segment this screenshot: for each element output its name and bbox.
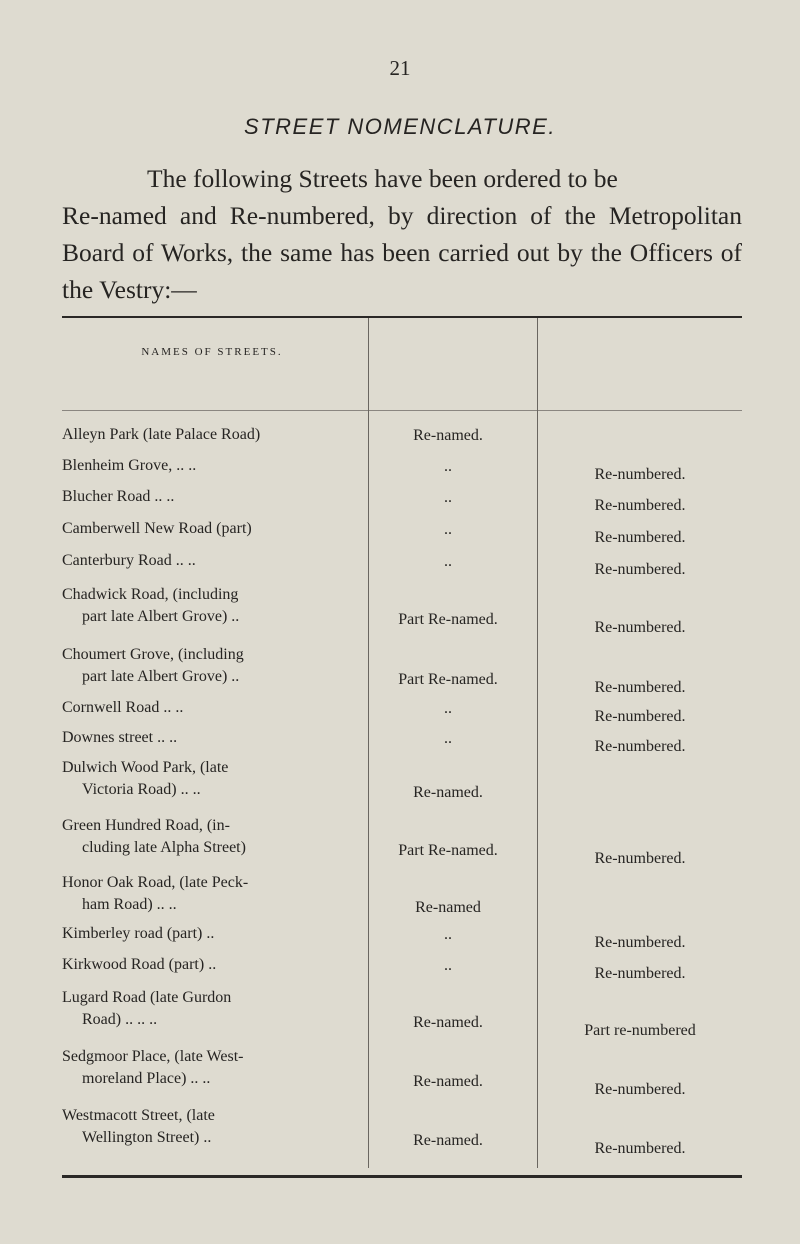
street-name-line: Victoria Road) .. .. xyxy=(82,781,201,798)
renamed-status: Re-named xyxy=(415,899,481,916)
renumbered-status: Re-numbered. xyxy=(594,1140,686,1157)
renamed-status: .. xyxy=(444,489,452,506)
street-name-line: part late Albert Grove) .. xyxy=(82,668,240,685)
renumbered-status: Re-numbered. xyxy=(594,561,686,578)
street-name xyxy=(62,1046,352,1090)
street-name-line: Alleyn Park (late Palace Road) xyxy=(62,426,261,443)
renamed-status: Part Re-named. xyxy=(398,671,498,688)
street-name-line: moreland Place) .. .. xyxy=(82,1070,211,1087)
street-name xyxy=(62,697,352,719)
renamed-status: Re-named. xyxy=(413,1014,483,1031)
street-name-line: Road) .. .. .. xyxy=(82,1011,158,1028)
intro-rest: Re-named and Re-numbered, by direction of the Metropolitan Board of Works, the same has been carried out by the Officers of the Vestry:— xyxy=(62,201,742,304)
renamed-status: .. xyxy=(444,957,452,974)
renamed-status: .. xyxy=(444,730,452,747)
street-name-line: Camberwell New Road (part) xyxy=(62,520,252,537)
street-name xyxy=(62,727,352,749)
street-name xyxy=(62,644,352,688)
street-name-line: part late Albert Grove) .. xyxy=(82,608,240,625)
renumbered-status: Re-numbered. xyxy=(594,1081,686,1098)
street-name-line: Lugard Road (late Gurdon xyxy=(62,989,232,1006)
renumbered-status: Re-numbered. xyxy=(594,934,686,951)
street-name xyxy=(62,872,352,916)
renumbered-status: Re-numbered. xyxy=(594,708,686,725)
header-bottom-rule xyxy=(62,410,742,411)
page-number: 21 xyxy=(389,56,411,80)
street-name-line: Choumert Grove, (including xyxy=(62,646,244,663)
renumbered-status: Re-numbered. xyxy=(594,529,686,546)
renumbered-status: Re-numbered. xyxy=(594,679,686,696)
street-name xyxy=(62,424,352,446)
street-name xyxy=(62,954,352,976)
street-name-line: Sedgmoor Place, (late West- xyxy=(62,1048,244,1065)
street-name xyxy=(62,757,352,801)
renamed-status: Re-named. xyxy=(413,427,483,444)
renamed-status: Re-named. xyxy=(413,784,483,801)
column-divider-2 xyxy=(537,318,538,1168)
street-name-line: cluding late Alpha Street) xyxy=(82,839,246,856)
street-name-line: Blucher Road .. .. xyxy=(62,488,175,505)
renamed-status: .. xyxy=(444,553,452,570)
street-name-line: Wellington Street) .. xyxy=(82,1129,212,1146)
street-name-line: Green Hundred Road, (in- xyxy=(62,817,230,834)
street-name-line: Kimberley road (part) .. xyxy=(62,925,215,942)
renumbered-status: Re-numbered. xyxy=(594,850,686,867)
street-name xyxy=(62,455,352,477)
renamed-status: .. xyxy=(444,521,452,538)
table-bottom-rule xyxy=(62,1175,742,1178)
column-header-names: NAMES OF STREETS. xyxy=(141,346,283,358)
street-name xyxy=(62,550,352,572)
intro-first-line: The following Streets have been ordered to be xyxy=(147,164,618,193)
renamed-status: .. xyxy=(444,458,452,475)
street-name-line: ham Road) .. .. xyxy=(82,896,177,913)
renamed-status: Part Re-named. xyxy=(398,611,498,628)
street-name xyxy=(62,518,352,540)
street-name xyxy=(62,923,352,945)
street-name xyxy=(62,486,352,508)
renumbered-status: Re-numbered. xyxy=(594,965,686,982)
renamed-status: .. xyxy=(444,926,452,943)
renamed-status: Re-named. xyxy=(413,1073,483,1090)
intro-paragraph xyxy=(62,160,742,308)
renumbered-status: Re-numbered. xyxy=(594,619,686,636)
street-name-line: Chadwick Road, (including xyxy=(62,586,239,603)
street-name-line: Dulwich Wood Park, (late xyxy=(62,759,229,776)
street-name xyxy=(62,584,352,628)
street-name-line: Kirkwood Road (part) .. xyxy=(62,956,217,973)
renamed-status: .. xyxy=(444,700,452,717)
renumbered-status: Re-numbered. xyxy=(594,738,686,755)
street-name-line: Canterbury Road .. .. xyxy=(62,552,196,569)
section-heading: STREET NOMENCLATURE. xyxy=(244,114,556,139)
street-name-line: Westmacott Street, (late xyxy=(62,1107,215,1124)
renumbered-status: Re-numbered. xyxy=(594,497,686,514)
street-name xyxy=(62,1105,352,1149)
street-name-line: Downes street .. .. xyxy=(62,729,178,746)
street-name-line: Cornwell Road .. .. xyxy=(62,699,184,716)
street-name-line: Blenheim Grove, .. .. xyxy=(62,457,197,474)
renumbered-status: Part re-numbered xyxy=(584,1022,696,1039)
street-name xyxy=(62,815,352,859)
renamed-status: Part Re-named. xyxy=(398,842,498,859)
street-name xyxy=(62,987,352,1031)
table-top-rule xyxy=(62,316,742,318)
renamed-status: Re-named. xyxy=(413,1132,483,1149)
renumbered-status: Re-numbered. xyxy=(594,466,686,483)
street-name-line: Honor Oak Road, (late Peck- xyxy=(62,874,249,891)
